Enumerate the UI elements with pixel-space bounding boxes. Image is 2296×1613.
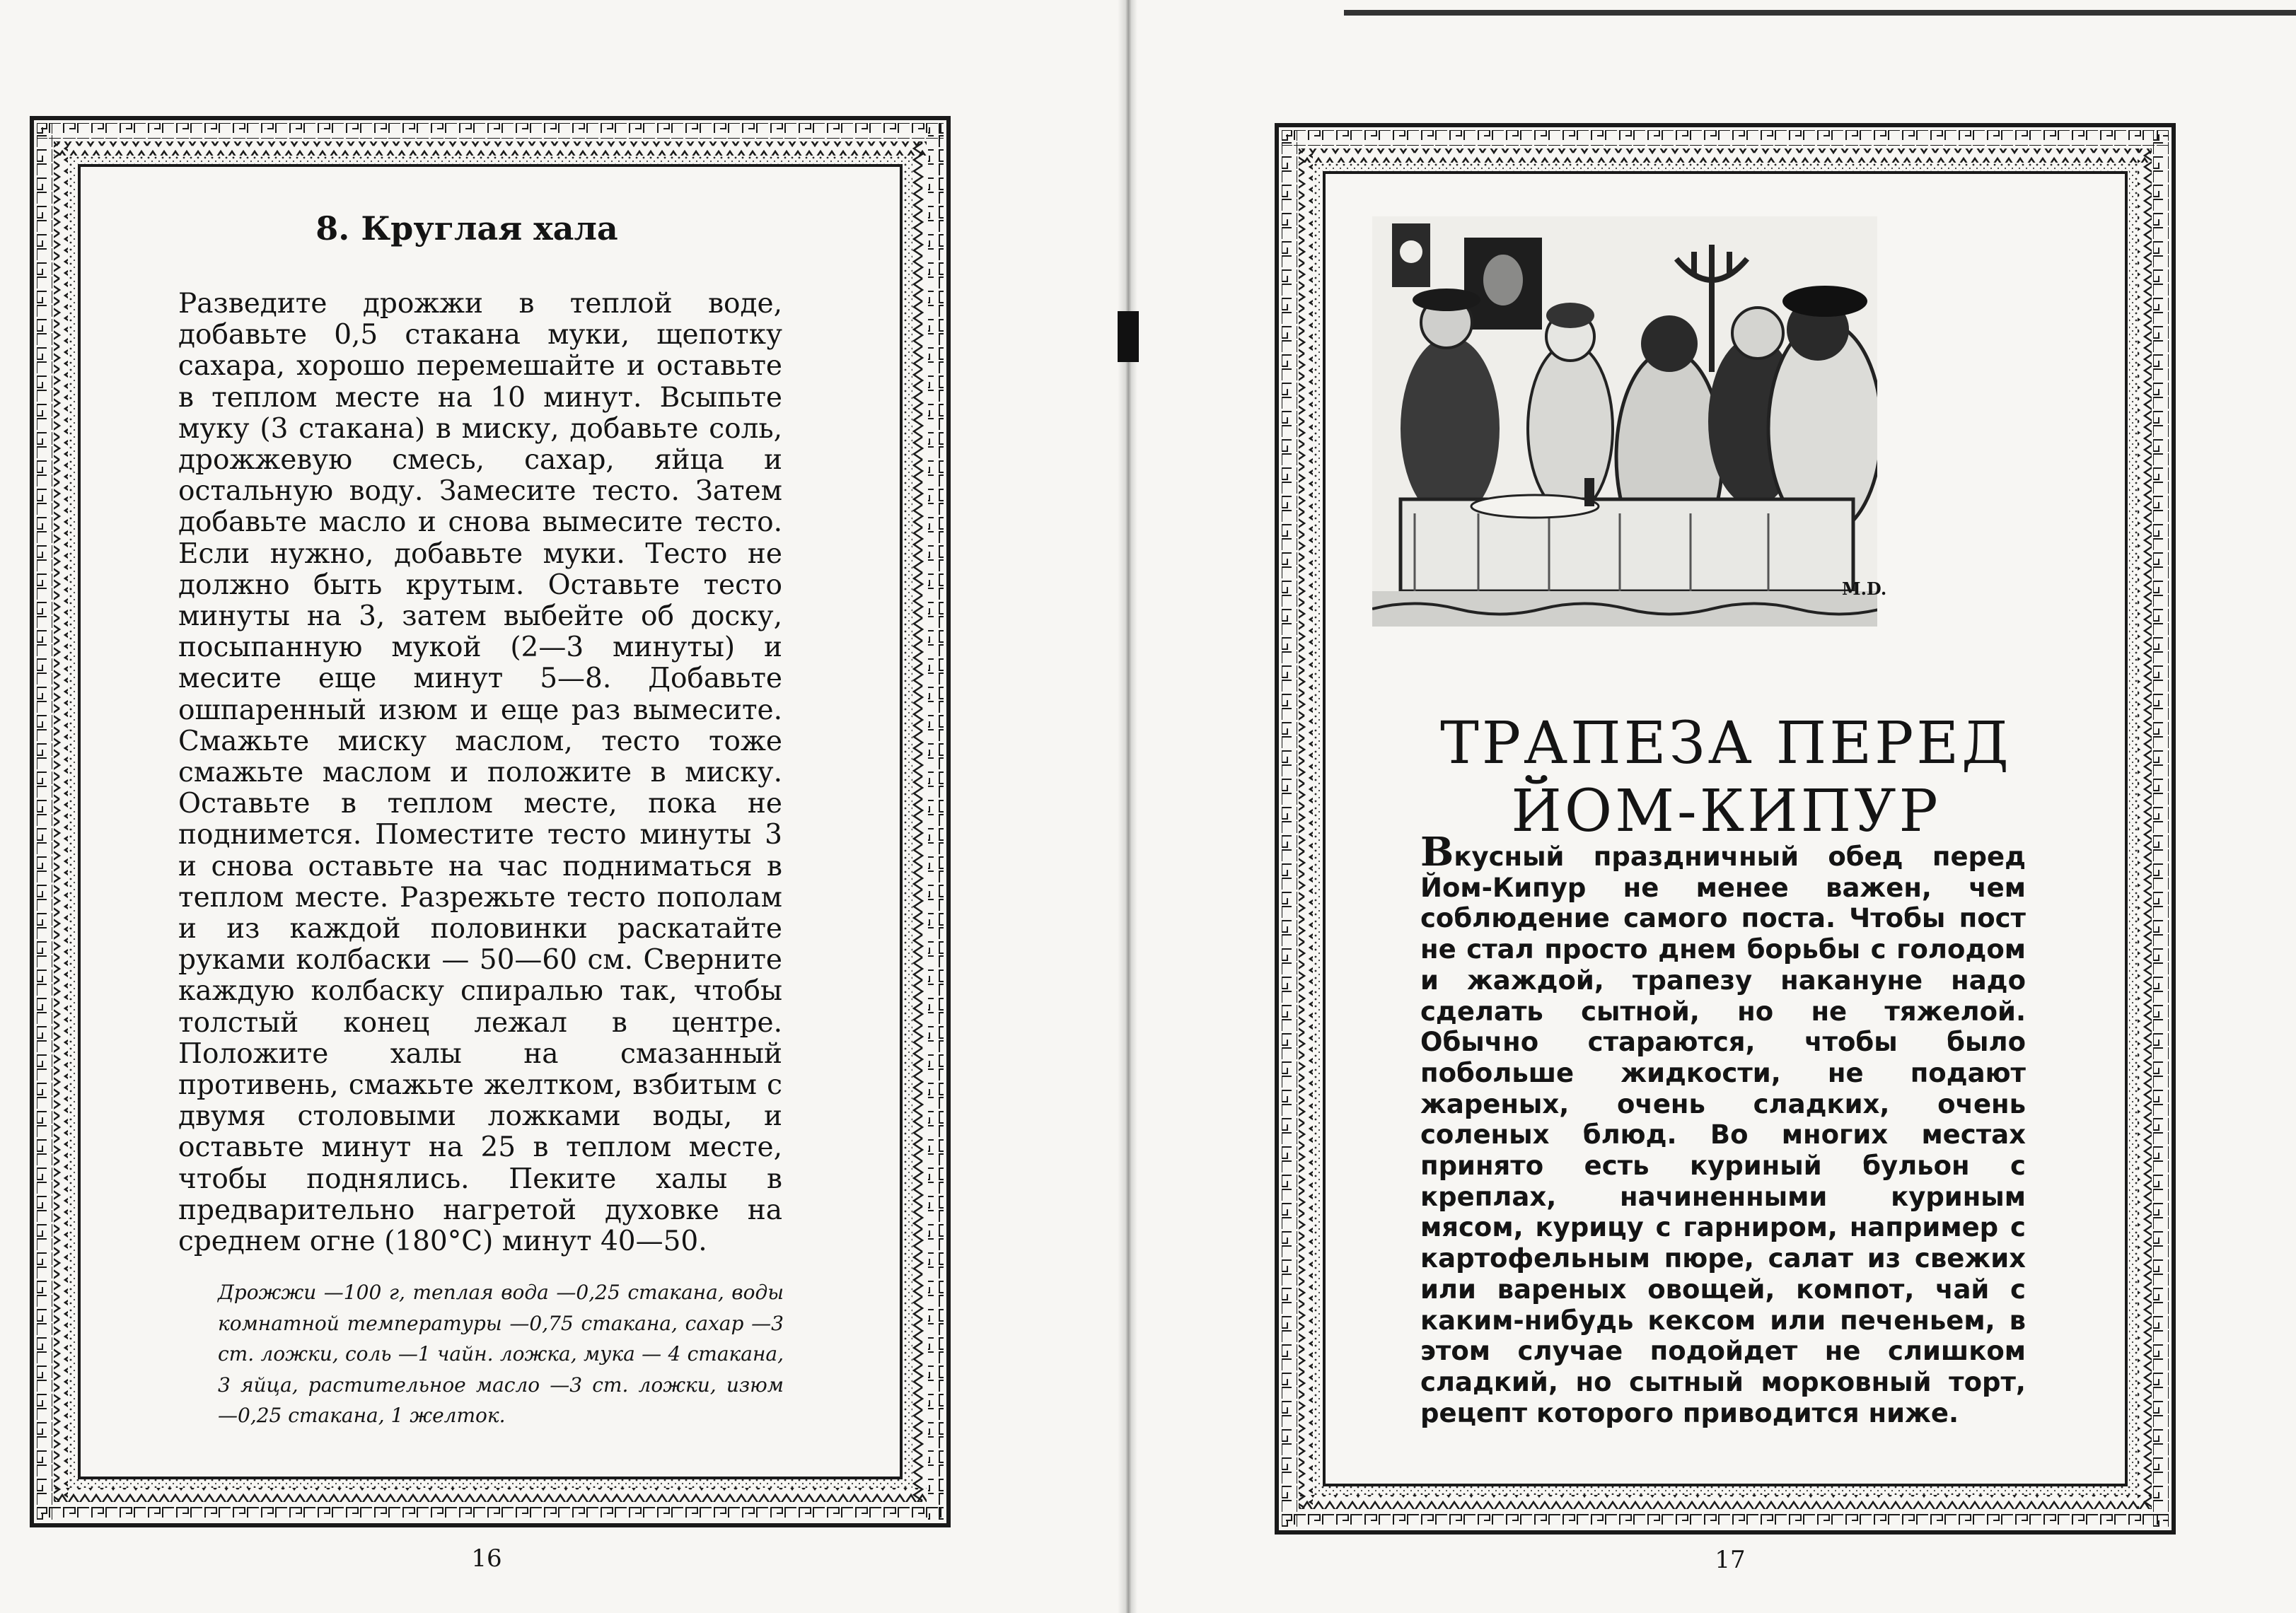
page-number-right: 17 — [1715, 1546, 1746, 1574]
recipe-instructions: Разведите дрожжи в теплой воде, добавьте 0,5 стакана муки, щепотку сахара, хорошо перемешайте и оставьте в теплом месте на 10 минут. Всыпьте муку (3 стакана) в миску, добавьте соль, дрожжевую смесь, сахар, яйца и остальную воду. Замесите тесто. Затем добавьте масло и снова вымесите тесто. Если нужно, добавьте муки. Тесто не должно быть крутым. Оставьте тесто минуты на 3, затем выбейте об доску, посыпанную мукой (2—3 минуты) и месите еще минут 5—8. Добавьте ошпаренный изюм и еще раз вымесите. Смажьте миску маслом, тесто тоже смажьте маслом и положите в миску. Оставьте в теплом месте, пока не поднимется. Поместите тесто минуты 3 и снова оставьте на час подниматься в теплом месте. Разрежьте тесто пополам и из каждой половинки раскатайте руками колбаски — 50—60 см. Сверните каждую колбаску спиралью так, чтобы толстый конец лежал в центре. Положите халы на смазанный противень, смажьте желтком, взбитым с двумя столовыми ложками воды, и оставьте минут на 25 в теплом месте, чтобы поднялись. Пеките халы в предварительно нагретой духовке на среднем огне (180°С) минут 40—50. — [178, 288, 782, 1258]
family-meal-illustration — [1372, 216, 1877, 627]
edge-mark — [1118, 311, 1139, 362]
intro-body: кусный праздничный обед перед Йом-Кипур не менее важен, чем соблюдение самого поста. Чтобы пост не стал просто днем борьбы с голодом и жаждой, трапезу накануне надо сделать сытной, но не тяжелой. Обычно стараются, чтобы было побольше жидкости, не подают жареных, очень сладких, очень соленых блюд. Во многих местах принято есть куриный бульон с креплах, начиненными куриным мясом, курицу с гарниром, например с картофельным пюре, салат из свежих или вареных овощей, компот, чай с каким-нибудь кексом или печеньем, в этом случае подойдет не слишком сладкий, но сытный морковный торт, рецепт которого приводится ниже. — [1420, 842, 2026, 1428]
section-intro-text — [1420, 829, 2026, 1428]
recipe-title: 8. Круглая хала — [315, 209, 618, 248]
section-heading — [1401, 710, 2051, 846]
top-edge-rule — [1344, 10, 2296, 16]
intro-drop-cap: В — [1420, 829, 1454, 875]
section-heading-line-2: ЙОМ-КИПУР — [1511, 778, 1941, 845]
section-heading-line-1: ТРАПЕЗА ПЕРЕД — [1440, 710, 2012, 777]
illustration-drawing — [1372, 216, 1877, 627]
recipe-ingredients: Дрожжи —100 г, теплая вода —0,25 стакана, воды комнатной температуры —0,75 стакана, сахар —3 ст. ложки, соль —1 чайн. ложка, мука — 4 стакана, 3 яйца, растительное масло —3 ст. ложки, изюм —0,25 стакана, 1 желток. — [218, 1281, 784, 1427]
page-number-left: 16 — [471, 1544, 502, 1573]
book-gutter — [1118, 0, 1137, 1613]
illustration-signature: M.D. — [1842, 578, 1887, 599]
